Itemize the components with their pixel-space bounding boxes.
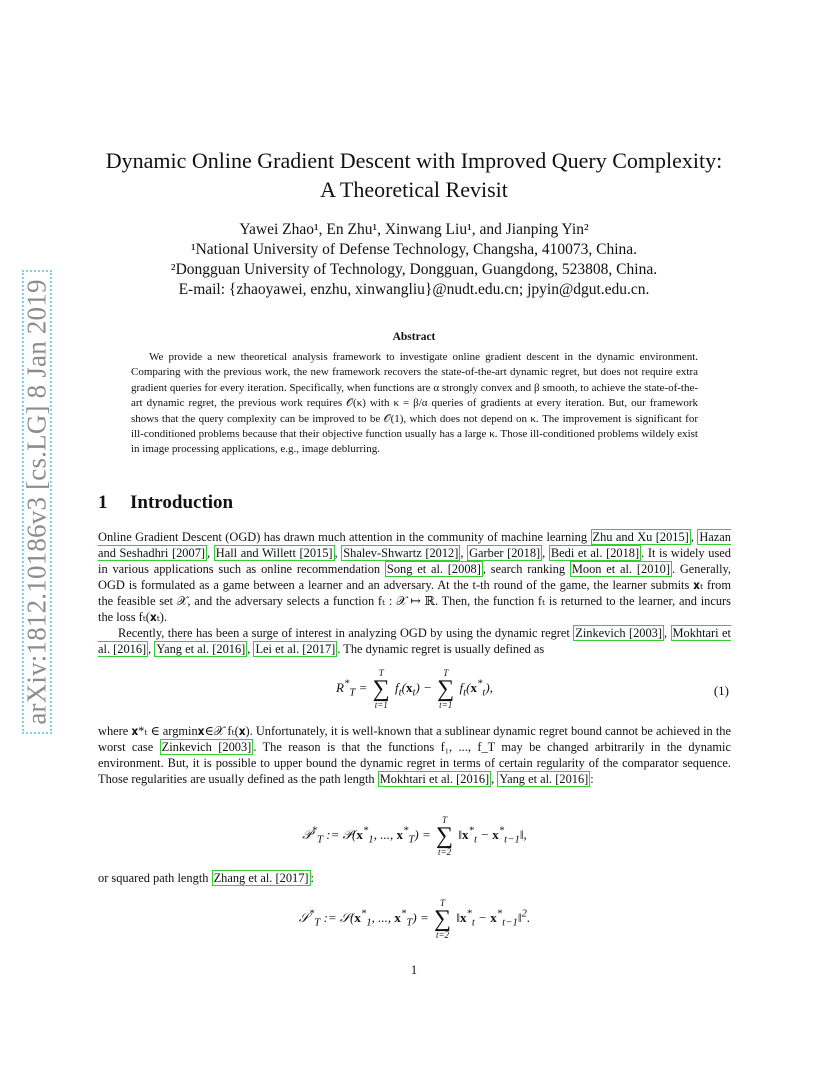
section-number: 1: [98, 492, 108, 513]
paragraph-path-length: where 𝐱*ₜ ∈ argmin𝐱∈𝒳 fₜ(𝐱). Unfortunately, it is well-known that a sublinear dynamic regret bound cannot be achieved in the worst case Zinkevich [2003] . The reason is that the functions f₁, ..., f_T may be changed arbitrarily in the dynamic environment. But, it is possible to upper bound the dynamic regret in terms of certain regularity of the comparator sequence. Those regularities are usually defined as the path length Mokhtari et al. [2016] , Yang et al. [2016] :: [98, 724, 731, 786]
citation-link[interactable]: Zhang et al. [2017]: [213, 871, 309, 885]
author-list: Yawei Zhao¹, En Zhu¹, Xinwang Liu¹, and Jianping Yin²: [239, 221, 589, 238]
citation-link[interactable]: Shalev-Shwartz [2012]: [343, 546, 459, 560]
affiliation-1: ¹National University of Defense Technology, Changsha, 410073, China.: [190, 241, 638, 258]
citation-link[interactable]: Yang et al. [2016]: [156, 642, 246, 656]
equation-1-label: (1): [713, 683, 729, 698]
abstract-text: We provide a new theoretical analysis framework to investigate online gradient descent in the dynamic environment. Comparing with the previous work, the new framework recovers the state-of-the-art dynamic regret, but does not require extra gradient queries for every iteration. Specifically, when functions are α strongly convex and β smooth, to achieve the state-of-the-art dynamic regret, the previous work requires 𝒪(κ) with κ = β/α queries of gradients at every iteration. But, our framework shows that the query complexity can be improved to be 𝒪(1), which does not depend on κ. The improvement is significant for ill-conditioned problems because that their objective function usually has a large κ. Those ill-conditioned problems wildely exist in image processing applications, e.g., image deblurring.: [131, 351, 698, 456]
citation-link[interactable]: Zhu and Xu [2015]: [592, 530, 689, 544]
citation-link[interactable]: Lei et al. [2017]: [255, 642, 336, 656]
section-title: Introduction: [130, 492, 234, 513]
paragraph-dynamic-regret: Recently, there has been a surge of interest in analyzing OGD by using the dynamic regret Zinkevich [2003] , Mokhtari et al. [2016] , Yang et al. [2016] , Lei et al. [2017] . The dynamic regret is usually defined as: [98, 626, 731, 656]
citation-link[interactable]: Mokhtari et al. [2016]: [98, 626, 731, 656]
page-number: 1: [410, 963, 418, 977]
citation-link[interactable]: Yang et al. [2016]: [499, 772, 589, 786]
equation-squared-path-length: 𝒮*$_T$ := $𝒮(x^*_1$, ..., $x^*_T$) = T ∑ t=2 $‖x^*_t$ − $x^*_{t-1}‖^2$.: [298, 898, 531, 940]
paragraph-intro: Online Gradient Descent (OGD) has drawn much attention in the community of machine learning Zhu and Xu [2015] , Hazan and Seshadhri [2007] , Hall and Willett [2015] , Shalev-Shwartz [2012] , Garber [2018] , Bedi et al. [2018] . It is widely used in various applications such as online recommendation Song et al. [2008] , search ranking Moon et al. [2010] . Generally, OGD is formulated as a game between a learner and an adversary. At the t-th round of the game, the learner submits 𝐱ₜ from the feasible set 𝒳, and the adversary selects a function fₜ : 𝒳 ↦ ℝ. Then, the function fₜ is returned to the learner, and incurs the loss fₜ(𝐱ₜ).: [98, 530, 732, 624]
author-email: E-mail: {zhaoyawei, enzhu, xinwangliu}@nudt.edu.cn; jpyin@dgut.edu.cn.: [178, 281, 650, 298]
citation-link[interactable]: Zinkevich [2003]: [575, 626, 662, 640]
citation-link[interactable]: Hazan and Seshadhri [2007]: [98, 530, 731, 560]
citation-link[interactable]: Song et al. [2008]: [386, 562, 481, 576]
author-block: [100, 220, 728, 300]
citation-link[interactable]: Zinkevich [2003]: [161, 740, 252, 754]
citation-link[interactable]: Mokhtari et al. [2016]: [379, 772, 490, 786]
citation-link[interactable]: Moon et al. [2010]: [571, 562, 670, 576]
paragraph-squared-path: or squared path length Zhang et al. [2017] :: [98, 871, 314, 885]
arxiv-identifier: arXiv:1812.10186v3 [cs.LG] 8 Jan 2019: [21, 279, 52, 725]
citation-link[interactable]: Bedi et al. [2018]: [550, 546, 640, 560]
citation-link[interactable]: Garber [2018]: [469, 546, 541, 560]
equation-1: $R^*_T$ = T ∑ t=1 $f_t(x_t)$ − T ∑ t=1 $f_t(x^*_t)$, (1): [335, 668, 729, 710]
section-heading: [98, 492, 233, 514]
arxiv-stamp: [22, 270, 52, 734]
equation-path-length: 𝒫*$_T$ := $𝒫(x^*_1$, ..., $x^*_T$) = T ∑ t=2 $‖x^*_t$ − $x^*_{t-1}‖$,: [302, 815, 527, 857]
citation-link[interactable]: Hall and Willett [2015]: [215, 546, 333, 560]
abstract-heading: Abstract: [392, 331, 436, 343]
paper-title: Dynamic Online Gradient Descent with Improved Query Complexity: A Theoretical Revisit: [105, 148, 723, 202]
affiliation-2: ²Dongguan University of Technology, Dongguan, Guangdong, 523808, China.: [170, 261, 658, 278]
